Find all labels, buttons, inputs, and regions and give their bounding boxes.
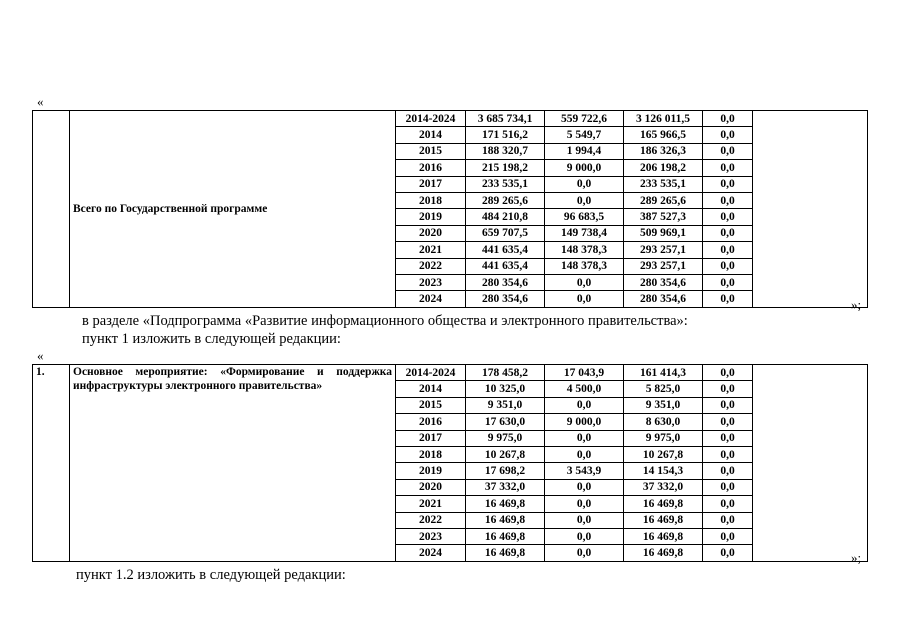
regional-cell: 14 154,3 — [624, 463, 703, 479]
year-cell: 2015 — [396, 397, 466, 413]
closing-quote-2: »; — [851, 550, 862, 565]
regional-cell: 16 469,8 — [624, 512, 703, 528]
other-cell: 0,0 — [703, 225, 753, 241]
federal-cell: 17 043,9 — [545, 365, 624, 381]
total-cell: 17 630,0 — [466, 414, 545, 430]
other-cell: 0,0 — [703, 192, 753, 208]
closing-quote-1: »; — [851, 297, 862, 312]
regional-cell: 16 469,8 — [624, 496, 703, 512]
total-cell: 9 975,0 — [466, 430, 545, 446]
year-cell: 2024 — [396, 545, 466, 561]
other-cell: 0,0 — [703, 414, 753, 430]
total-cell: 484 210,8 — [466, 209, 545, 225]
row-index-cell: 1. — [33, 365, 70, 562]
other-cell: 0,0 — [703, 463, 753, 479]
federal-cell: 0,0 — [545, 528, 624, 544]
year-cell: 2017 — [396, 430, 466, 446]
regional-cell: 387 527,3 — [624, 209, 703, 225]
federal-cell: 0,0 — [545, 496, 624, 512]
federal-cell: 0,0 — [545, 545, 624, 561]
total-cell: 3 685 734,1 — [466, 111, 545, 127]
year-cell: 2018 — [396, 446, 466, 462]
total-cell: 280 354,6 — [466, 291, 545, 307]
total-cell: 188 320,7 — [466, 143, 545, 159]
regional-cell: 280 354,6 — [624, 274, 703, 290]
row-index-cell — [33, 111, 70, 308]
federal-cell: 149 738,4 — [545, 225, 624, 241]
other-cell: 0,0 — [703, 381, 753, 397]
other-cell: 0,0 — [703, 143, 753, 159]
year-cell: 2014 — [396, 381, 466, 397]
year-cell: 2018 — [396, 192, 466, 208]
year-cell: 2016 — [396, 414, 466, 430]
regional-cell: 206 198,2 — [624, 160, 703, 176]
federal-cell: 0,0 — [545, 176, 624, 192]
year-cell: 2014-2024 — [396, 111, 466, 127]
federal-cell: 1 994,4 — [545, 143, 624, 159]
regional-cell: 37 332,0 — [624, 479, 703, 495]
total-cell: 17 698,2 — [466, 463, 545, 479]
total-cell: 289 265,6 — [466, 192, 545, 208]
regional-cell: 293 257,1 — [624, 242, 703, 258]
federal-cell: 0,0 — [545, 274, 624, 290]
total-cell: 10 267,8 — [466, 446, 545, 462]
item-1-2-paragraph: пункт 1.2 изложить в следующей редакции: — [76, 567, 346, 583]
total-cell: 10 325,0 — [466, 381, 545, 397]
program-total-table — [32, 110, 868, 308]
regional-cell: 280 354,6 — [624, 291, 703, 307]
opening-quote-2: « — [37, 348, 44, 363]
regional-cell: 186 326,3 — [624, 143, 703, 159]
other-cell: 0,0 — [703, 512, 753, 528]
federal-cell: 96 683,5 — [545, 209, 624, 225]
year-cell: 2015 — [396, 143, 466, 159]
total-cell: 659 707,5 — [466, 225, 545, 241]
total-cell: 441 635,4 — [466, 242, 545, 258]
other-cell: 0,0 — [703, 274, 753, 290]
other-cell: 0,0 — [703, 365, 753, 381]
regional-cell: 165 966,5 — [624, 127, 703, 143]
federal-cell: 0,0 — [545, 446, 624, 462]
regional-cell: 293 257,1 — [624, 258, 703, 274]
total-cell: 171 516,2 — [466, 127, 545, 143]
federal-cell: 0,0 — [545, 512, 624, 528]
other-cell: 0,0 — [703, 160, 753, 176]
year-cell: 2014-2024 — [396, 365, 466, 381]
regional-cell: 16 469,8 — [624, 528, 703, 544]
total-cell: 16 469,8 — [466, 545, 545, 561]
regional-cell: 233 535,1 — [624, 176, 703, 192]
federal-cell: 148 378,3 — [545, 242, 624, 258]
year-cell: 2023 — [396, 528, 466, 544]
federal-cell: 0,0 — [545, 192, 624, 208]
total-cell: 9 351,0 — [466, 397, 545, 413]
year-cell: 2019 — [396, 463, 466, 479]
federal-cell: 4 500,0 — [545, 381, 624, 397]
other-cell: 0,0 — [703, 528, 753, 544]
total-cell: 233 535,1 — [466, 176, 545, 192]
other-cell: 0,0 — [703, 176, 753, 192]
year-cell: 2020 — [396, 225, 466, 241]
year-cell: 2022 — [396, 512, 466, 528]
federal-cell: 148 378,3 — [545, 258, 624, 274]
empty-notes-cell — [753, 365, 868, 562]
year-cell: 2021 — [396, 242, 466, 258]
total-cell: 16 469,8 — [466, 512, 545, 528]
regional-cell: 161 414,3 — [624, 365, 703, 381]
year-cell: 2024 — [396, 291, 466, 307]
federal-cell: 0,0 — [545, 430, 624, 446]
other-cell: 0,0 — [703, 545, 753, 561]
table-row — [33, 365, 868, 381]
total-cell: 215 198,2 — [466, 160, 545, 176]
program-total-label: Всего по Государственной программе — [70, 111, 396, 308]
federal-cell: 0,0 — [545, 479, 624, 495]
other-cell: 0,0 — [703, 209, 753, 225]
regional-cell: 5 825,0 — [624, 381, 703, 397]
federal-cell: 0,0 — [545, 291, 624, 307]
regional-cell: 10 267,8 — [624, 446, 703, 462]
federal-cell: 0,0 — [545, 397, 624, 413]
year-cell: 2023 — [396, 274, 466, 290]
other-cell: 0,0 — [703, 291, 753, 307]
year-cell: 2022 — [396, 258, 466, 274]
regional-cell: 3 126 011,5 — [624, 111, 703, 127]
federal-cell: 559 722,6 — [545, 111, 624, 127]
section-paragraph: в разделе «Подпрограмма «Развитие информационного общества и электронного правительства»: — [82, 313, 688, 329]
other-cell: 0,0 — [703, 479, 753, 495]
main-event-table — [32, 364, 868, 562]
total-cell: 280 354,6 — [466, 274, 545, 290]
item-paragraph: пункт 1 изложить в следующей редакции: — [82, 331, 341, 347]
regional-cell: 16 469,8 — [624, 545, 703, 561]
other-cell: 0,0 — [703, 258, 753, 274]
regional-cell: 289 265,6 — [624, 192, 703, 208]
regional-cell: 9 351,0 — [624, 397, 703, 413]
main-event-label: Основное мероприятие: «Формирование и поддержка инфраструктуры электронного правительства» — [70, 365, 396, 562]
year-cell: 2017 — [396, 176, 466, 192]
table-row — [33, 111, 868, 127]
total-cell: 16 469,8 — [466, 496, 545, 512]
opening-quote: « — [37, 94, 44, 109]
year-cell: 2021 — [396, 496, 466, 512]
year-cell: 2014 — [396, 127, 466, 143]
other-cell: 0,0 — [703, 496, 753, 512]
regional-cell: 9 975,0 — [624, 430, 703, 446]
regional-cell: 509 969,1 — [624, 225, 703, 241]
empty-notes-cell — [753, 111, 868, 308]
other-cell: 0,0 — [703, 397, 753, 413]
other-cell: 0,0 — [703, 242, 753, 258]
other-cell: 0,0 — [703, 127, 753, 143]
total-cell: 16 469,8 — [466, 528, 545, 544]
other-cell: 0,0 — [703, 446, 753, 462]
regional-cell: 8 630,0 — [624, 414, 703, 430]
other-cell: 0,0 — [703, 111, 753, 127]
federal-cell: 3 543,9 — [545, 463, 624, 479]
other-cell: 0,0 — [703, 430, 753, 446]
federal-cell: 9 000,0 — [545, 160, 624, 176]
federal-cell: 9 000,0 — [545, 414, 624, 430]
year-cell: 2020 — [396, 479, 466, 495]
total-cell: 37 332,0 — [466, 479, 545, 495]
total-cell: 441 635,4 — [466, 258, 545, 274]
year-cell: 2019 — [396, 209, 466, 225]
total-cell: 178 458,2 — [466, 365, 545, 381]
year-cell: 2016 — [396, 160, 466, 176]
federal-cell: 5 549,7 — [545, 127, 624, 143]
